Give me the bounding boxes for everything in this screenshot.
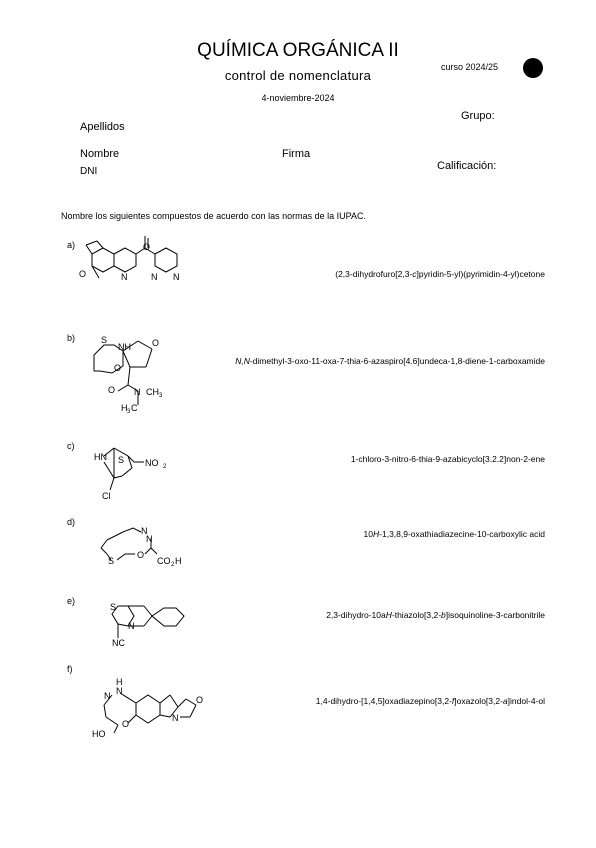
atom-label: S (118, 455, 125, 465)
atom-label: S (101, 335, 108, 345)
field-calificacion: Calificación: (437, 160, 497, 172)
atom-label: C (131, 403, 138, 413)
atom-label: 3 (159, 393, 163, 399)
atom-label: N (146, 534, 153, 544)
answer-c: 1-chloro-3-nitro-6-thia-9-azabicyclo[3.2.2]non-2-ene (350, 454, 545, 464)
atom-label: O (137, 550, 145, 560)
structure-d (95, 522, 195, 572)
structure-f (90, 675, 220, 745)
atom-label: O (108, 385, 116, 395)
atom-label: CO (157, 556, 171, 566)
atom-label: N (151, 272, 158, 282)
question-label-b: b) (67, 333, 76, 343)
atom-label: N (141, 526, 148, 536)
atom-label: N (121, 272, 128, 282)
atom-label: NH (118, 342, 131, 352)
atom-label: O (114, 363, 122, 373)
atom-label: 2 (171, 562, 175, 568)
atom-label: O (122, 719, 130, 729)
answer-d: 10H-1,3,8,9-oxathiadiazecine-10-carboxylic acid (363, 529, 545, 539)
question-label-d: d) (67, 517, 76, 527)
atom-label: NO (145, 458, 159, 468)
atom-label: HN (94, 452, 107, 462)
atom-label: HO (92, 729, 106, 739)
structure-a (79, 238, 195, 298)
question-label-c: c) (67, 441, 75, 451)
structure-b (90, 333, 180, 413)
atom-label: H (121, 403, 128, 413)
atom-label: N (172, 713, 179, 723)
atom-label: NC (112, 638, 125, 648)
answer-f: 1,4-dihydro-[1,4,5]oxadiazepino[3,2-f]oxazolo[3,2-a]indol-4-ol (315, 696, 545, 706)
page-title: QUÍMICA ORGÁNICA II (197, 40, 399, 61)
atom-label: 3 (127, 409, 131, 415)
instructions: Nombre los siguientes compuestos de acuerdo con las normas de la IUPAC. (61, 211, 366, 221)
field-nombre: Nombre (80, 148, 120, 160)
atom-label: N (134, 387, 141, 397)
atom-label: O (152, 338, 160, 348)
field-dni: DNI (80, 166, 98, 177)
atom-label: H (116, 677, 123, 687)
question-label-f: f) (67, 664, 73, 674)
page-subtitle: control de nomenclatura (224, 68, 372, 83)
exam-date: 4-noviembre-2024 (261, 93, 335, 103)
course-year: curso 2024/25 (441, 62, 499, 72)
atom-label: O (196, 695, 204, 705)
field-apellidos: Apellidos (80, 121, 125, 133)
question-label-e: e) (67, 596, 76, 606)
answer-a: (2,3-dihydrofuro[2,3-c]pyridin-5-yl)(pyrimidin-4-yl)cetone (335, 269, 545, 279)
structure-e (104, 598, 199, 653)
atom-label: 2 (163, 464, 167, 470)
atom-label: N (173, 272, 180, 282)
answer-e: 2,3-dihydro-10aH-thiazolo[3,2-b]isoquinoline-3-carbonitrile (326, 610, 545, 620)
black-dot-mark (523, 58, 543, 78)
atom-label: O (79, 269, 87, 279)
question-label-a: a) (67, 240, 76, 250)
field-firma: Firma (282, 148, 311, 160)
field-grupo: Grupo: (461, 110, 495, 122)
atom-label: N (128, 621, 135, 631)
atom-label: H (175, 556, 182, 566)
atom-label: Cl (102, 491, 111, 501)
atom-label: CH (146, 387, 159, 397)
atom-label: S (108, 556, 115, 566)
atom-label: O (143, 242, 151, 252)
structure-c (92, 440, 187, 502)
atom-label: N (104, 691, 111, 701)
atom-label: N (116, 686, 123, 696)
atom-label: S (110, 602, 117, 612)
answer-b: N,N-dimethyl-3-oxo-11-oxa-7-thia-6-azaspiro[4.6]undeca-1,8-diene-1-carboxamide (235, 356, 545, 366)
